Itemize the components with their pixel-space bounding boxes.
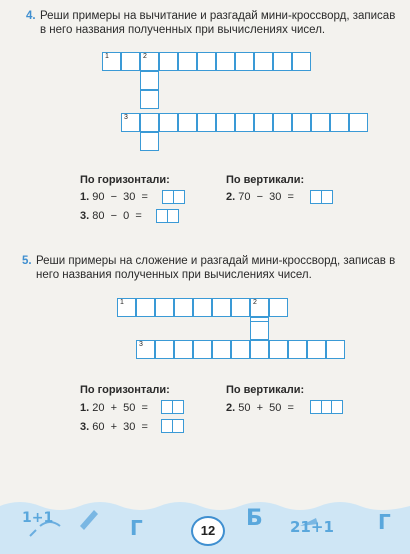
crossword-cell[interactable] [250, 321, 269, 340]
crossword-cell[interactable] [330, 113, 349, 132]
answer-box[interactable] [310, 190, 331, 204]
deco-symbol-3: Б [246, 506, 263, 531]
crossword-cell[interactable] [250, 298, 269, 317]
equation-text: 60 + 30 = [92, 421, 148, 433]
equation-number: 2. [226, 191, 236, 203]
answer-box[interactable] [161, 419, 182, 433]
crossword-cell[interactable] [307, 340, 326, 359]
task-5-vertical-heading: По вертикали: [226, 384, 305, 396]
answer-box[interactable] [156, 209, 177, 223]
task-5-equation-1 [80, 402, 148, 414]
answer-box[interactable] [162, 190, 183, 204]
deco-symbol-1: 1+1 [22, 510, 54, 526]
equation-number: 1. [80, 402, 90, 414]
task-4-equation-1 [80, 191, 148, 203]
equation-text: 70 − 30 = [238, 191, 294, 203]
task-4-horizontal-heading: По горизонтали: [80, 174, 170, 186]
crossword-cell[interactable] [178, 113, 197, 132]
task-5-text-line1: Реши примеры на сложение и разгадай мини-кроссворд, записав в [36, 255, 396, 267]
crossword-cell[interactable] [140, 52, 159, 71]
crossword-cell[interactable] [159, 113, 178, 132]
crossword-cell[interactable] [102, 52, 121, 71]
equation-text: 20 + 50 = [92, 402, 148, 414]
crossword-cell[interactable] [197, 113, 216, 132]
equation-number: 2. [226, 402, 236, 414]
crossword-cell[interactable] [174, 340, 193, 359]
crossword-cell[interactable] [326, 340, 345, 359]
equation-number: 1. [80, 191, 90, 203]
crossword-cell[interactable] [193, 340, 212, 359]
crossword-cell[interactable] [254, 113, 273, 132]
task-4-instruction [26, 9, 410, 39]
answer-box[interactable] [161, 400, 182, 414]
equation-text: 50 + 50 = [238, 402, 294, 414]
crossword-cell[interactable] [155, 298, 174, 317]
deco-symbol-4: 21+1 [290, 518, 334, 536]
crossword-cell[interactable] [121, 52, 140, 71]
task-5-text-line2: него названия полученных при вычислениях чисел. [36, 269, 312, 281]
clue-number-2: 2 [143, 53, 147, 60]
task-4-text-line2: в него названия полученных при вычислениях чисел. [40, 24, 326, 36]
task-4-number: 4. [26, 10, 36, 22]
crossword-cell[interactable] [269, 340, 288, 359]
task-4-equation-2 [226, 191, 294, 203]
equation-text: 80 − 0 = [92, 210, 142, 222]
page-number: 12 [191, 516, 225, 546]
crossword-cell[interactable] [250, 340, 269, 359]
crossword-cell[interactable] [231, 340, 250, 359]
crossword-cell[interactable] [117, 298, 136, 317]
clue-number-1: 1 [120, 299, 124, 306]
crossword-cell[interactable] [311, 113, 330, 132]
task-4-vertical-heading: По вертикали: [226, 174, 305, 186]
crossword-cell[interactable] [121, 113, 140, 132]
crossword-cell[interactable] [136, 340, 155, 359]
crossword-cell[interactable] [235, 113, 254, 132]
crossword-cell[interactable] [349, 113, 368, 132]
task-5-equation-3 [80, 421, 148, 433]
crossword-cell[interactable] [288, 340, 307, 359]
clue-number-3: 3 [139, 341, 143, 348]
crossword-cell[interactable] [212, 298, 231, 317]
crossword-cell[interactable] [140, 132, 159, 151]
crossword-cell[interactable] [193, 298, 212, 317]
crossword-cell[interactable] [231, 298, 250, 317]
crossword-cell[interactable] [216, 113, 235, 132]
crossword-cell[interactable] [155, 340, 174, 359]
task-5-equation-2 [226, 402, 294, 414]
deco-symbol-5: Г [378, 510, 391, 534]
task-4-equation-3 [80, 210, 142, 222]
clue-number-2: 2 [253, 299, 257, 306]
clue-number-1: 1 [105, 53, 109, 60]
crossword-cell[interactable] [292, 52, 311, 71]
crossword-cell[interactable] [273, 52, 292, 71]
crossword-cell[interactable] [136, 298, 155, 317]
equation-number: 3. [80, 421, 90, 433]
crossword-cell[interactable] [216, 52, 235, 71]
deco-symbol-2: Г [130, 516, 143, 540]
crossword-cell[interactable] [292, 113, 311, 132]
equation-text: 90 − 30 = [92, 191, 148, 203]
crossword-cell[interactable] [174, 298, 193, 317]
crossword-cell[interactable] [269, 298, 288, 317]
crossword-cell[interactable] [197, 52, 216, 71]
crossword-cell[interactable] [140, 71, 159, 90]
crossword-cell[interactable] [140, 90, 159, 109]
crossword-cell[interactable] [273, 113, 292, 132]
clue-number-3: 3 [124, 114, 128, 121]
task-5-horizontal-heading: По горизонтали: [80, 384, 170, 396]
crossword-cell[interactable] [235, 52, 254, 71]
crossword-cell[interactable] [140, 113, 159, 132]
crossword-cell[interactable] [254, 52, 273, 71]
answer-box[interactable] [310, 400, 342, 414]
crossword-cell[interactable] [212, 340, 231, 359]
task-5-number: 5. [22, 255, 32, 267]
equation-number: 3. [80, 210, 90, 222]
crossword-cell[interactable] [178, 52, 197, 71]
task-4-text-line1: Реши примеры на вычитание и разгадай мини-кроссворд, записав [40, 10, 396, 22]
task-5-instruction [22, 254, 410, 284]
crossword-cell[interactable] [159, 52, 178, 71]
